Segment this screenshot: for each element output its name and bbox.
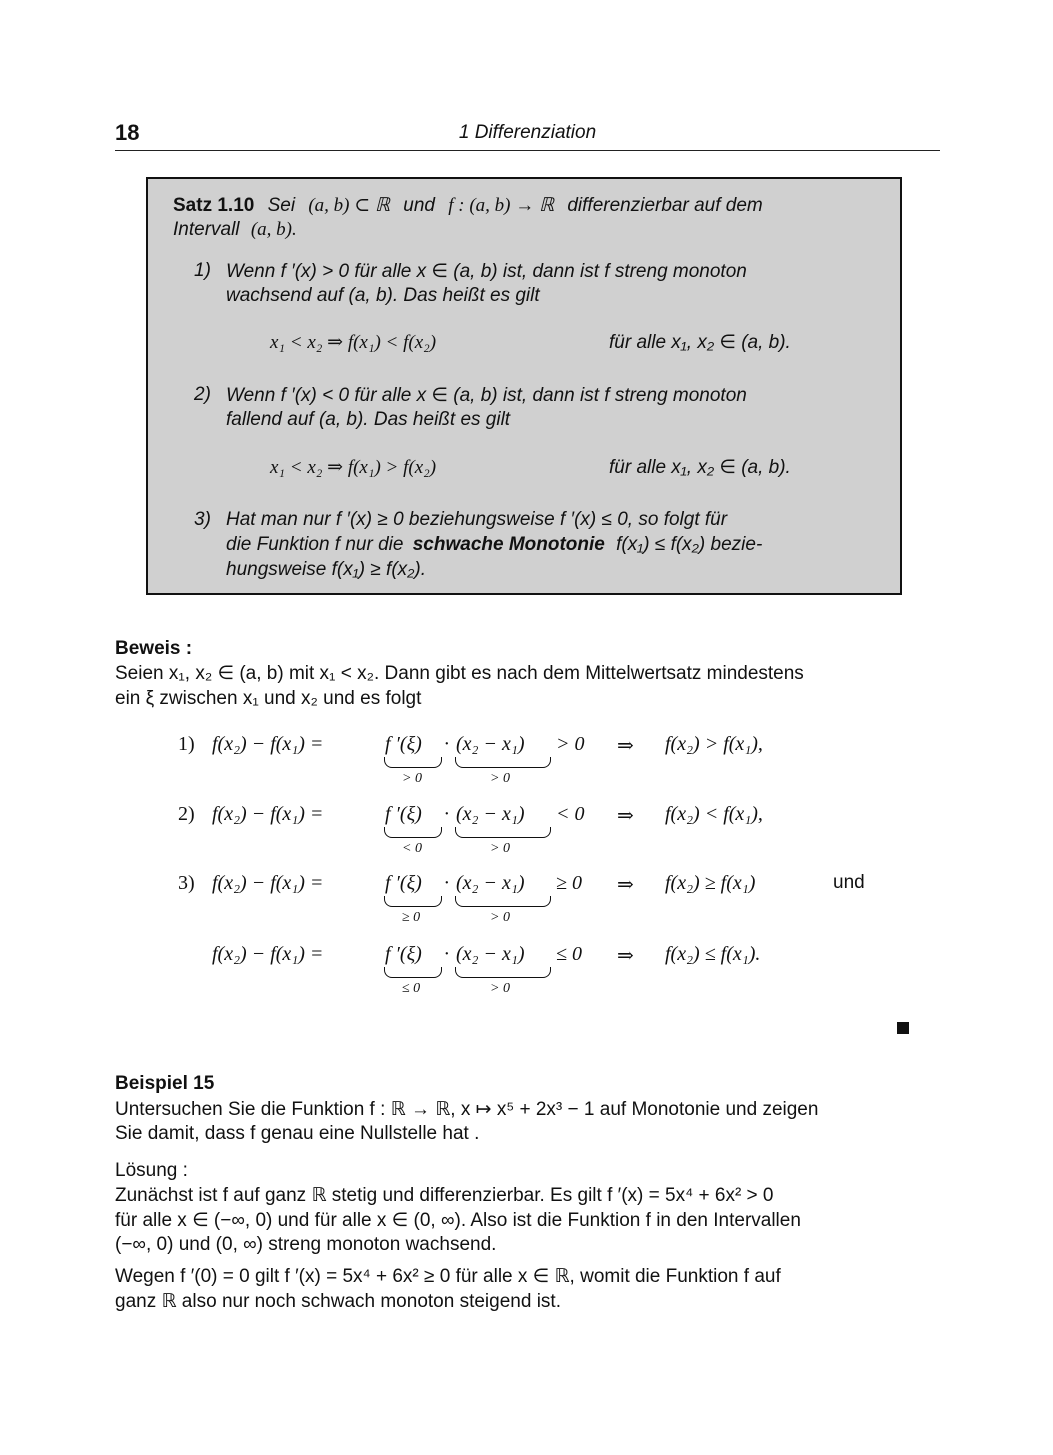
underbrace-label: > 0 [402,771,422,786]
item2-line1: Wenn f ′(x) < 0 für alle x ∈ (a, b) ist, dann ist f streng monoton [226,385,747,406]
item3-line2 [226,534,762,556]
eq-lhs: f(x₂) − f(x₁) = [212,872,324,894]
item-number: 2) [194,384,211,405]
implies-icon: ⇒ [617,735,634,757]
underbrace-icon [384,896,442,907]
proof-line1: Seien x₁, x₂ ∈ (a, b) mit x₁ < x₂. Dann gibt es nach dem Mittelwertsatz mindestens [115,663,804,684]
eq-lhs: f(x₂) − f(x₁) = [212,803,324,825]
underbrace-label: > 0 [490,841,510,856]
item3-bold-term: schwache Monotonie [412,534,605,555]
theorem-text: Intervall [173,219,240,240]
item1-line2: wachsend auf (a, b). Das heißt es gilt [226,285,540,306]
solution-line4: Wegen f ′(0) = 0 gilt f ′(x) = 5x⁴ + 6x² ≥ 0 für alle x ∈ ℝ, womit die Funktion f auf [115,1266,781,1287]
proof-title: Beweis : [115,638,193,659]
underbrace-icon [455,757,551,768]
underbrace-label: ≥ 0 [402,910,421,925]
item3-text: f(x₁) ≤ f(x₂) bezie- [616,534,763,555]
theorem-math: f : (a, b) → ℝ [448,195,555,216]
item1-formula: x₁ < x₂ ⇒ f(x₁) < f(x₂) [270,332,437,353]
solution-line3: (−∞, 0) und (0, ∞) streng monoton wachsend. [115,1234,497,1255]
eq-dot: · [444,733,449,755]
theorem-intro-line1 [173,194,763,217]
example-title: Beispiel 15 [115,1073,215,1094]
implies-icon: ⇒ [617,805,634,827]
underbrace-label: > 0 [490,771,510,786]
solution-line1: Zunächst ist f auf ganz ℝ stetig und differenzierbar. Es gilt f ′(x) = 5x⁴ + 6x² > 0 [115,1185,774,1206]
eq-relation: < 0 [556,803,585,825]
theorem-text: Sei [267,195,296,216]
example-line2: Sie damit, dass f genau eine Nullstelle hat . [115,1123,480,1144]
eq-result: f(x₂) ≥ f(x₁) [665,872,756,894]
eq-relation: ≤ 0 [556,943,582,965]
eq-result: f(x₂) < f(x₁), [665,803,763,825]
theorem-math: (a, b). [250,219,297,240]
item3-text: die Funktion f nur die [226,534,404,555]
eq-diff: (x₂ − x₁) [456,733,525,755]
eq-fprime: f ′(ξ) [385,733,422,755]
underbrace-icon [455,827,551,838]
eq-number: 2) [178,803,195,825]
solution-line5: ganz ℝ also nur noch schwach monoton steigend ist. [115,1291,561,1312]
eq-result: f(x₂) ≤ f(x₁). [665,943,761,965]
eq-fprime: f ′(ξ) [385,803,422,825]
item2-line2: fallend auf (a, b). Das heißt es gilt [226,409,511,430]
theorem-box [146,177,902,595]
underbrace-label: < 0 [402,841,422,856]
eq-diff: (x₂ − x₁) [456,943,525,965]
running-head: 1 Differenziation [458,122,597,143]
underbrace-icon [384,967,442,978]
eq-result: f(x₂) > f(x₁), [665,733,763,755]
theorem-text: differenzierbar auf dem [567,195,763,216]
eq-lhs: f(x₂) − f(x₁) = [212,943,324,965]
solution-label: Lösung : [115,1160,188,1181]
item1-line1: Wenn f ′(x) > 0 für alle x ∈ (a, b) ist, dann ist f streng monoton [226,261,747,282]
eq-dot: · [444,943,449,965]
underbrace-icon [455,896,551,907]
theorem-text: und [403,195,435,216]
eq-fprime: f ′(ξ) [385,943,422,965]
eq-diff: (x₂ − x₁) [456,872,525,894]
qed-square-icon [897,1022,909,1034]
underbrace-icon [384,757,442,768]
item3-line3: hungsweise f(x₁) ≥ f(x₂). [226,559,426,580]
item2-formula: x₁ < x₂ ⇒ f(x₁) > f(x₂) [270,457,437,478]
proof-line2: ein ξ zwischen x₁ und x₂ und es folgt [115,688,422,709]
eq-dot: · [444,803,449,825]
eq-number: 1) [178,733,195,755]
eq-und: und [833,872,865,893]
underbrace-label: > 0 [490,981,510,996]
theorem-intro-line2 [173,219,297,241]
underbrace-icon [384,827,442,838]
solution-line2: für alle x ∈ (−∞, 0) und für alle x ∈ (0, ∞). Also ist die Funktion f in den Intervallen [115,1210,801,1231]
eq-fprime: f ′(ξ) [385,872,422,894]
item-number: 3) [194,509,211,530]
item2-condition: für alle x₁, x₂ ∈ (a, b). [609,457,791,478]
item3-line1: Hat man nur f ′(x) ≥ 0 beziehungsweise f ′(x) ≤ 0, so folgt für [226,509,728,530]
eq-number: 3) [178,872,195,894]
implies-icon: ⇒ [617,945,634,967]
theorem-math: (a, b) ⊂ ℝ [308,195,390,216]
page-header [115,118,940,151]
eq-relation: > 0 [556,733,585,755]
underbrace-label: > 0 [490,910,510,925]
eq-diff: (x₂ − x₁) [456,803,525,825]
item1-condition: für alle x₁, x₂ ∈ (a, b). [609,332,791,353]
eq-relation: ≥ 0 [556,872,582,894]
page-number: 18 [115,120,140,145]
example-line1: Untersuchen Sie die Funktion f : ℝ → ℝ, x ↦ x⁵ + 2x³ − 1 auf Monotonie und zeigen [115,1099,819,1120]
item-number: 1) [194,260,211,281]
implies-icon: ⇒ [617,874,634,896]
underbrace-icon [455,967,551,978]
eq-dot: · [444,872,449,894]
underbrace-label: ≤ 0 [402,981,421,996]
eq-lhs: f(x₂) − f(x₁) = [212,733,324,755]
theorem-label: Satz 1.10 [173,195,255,216]
